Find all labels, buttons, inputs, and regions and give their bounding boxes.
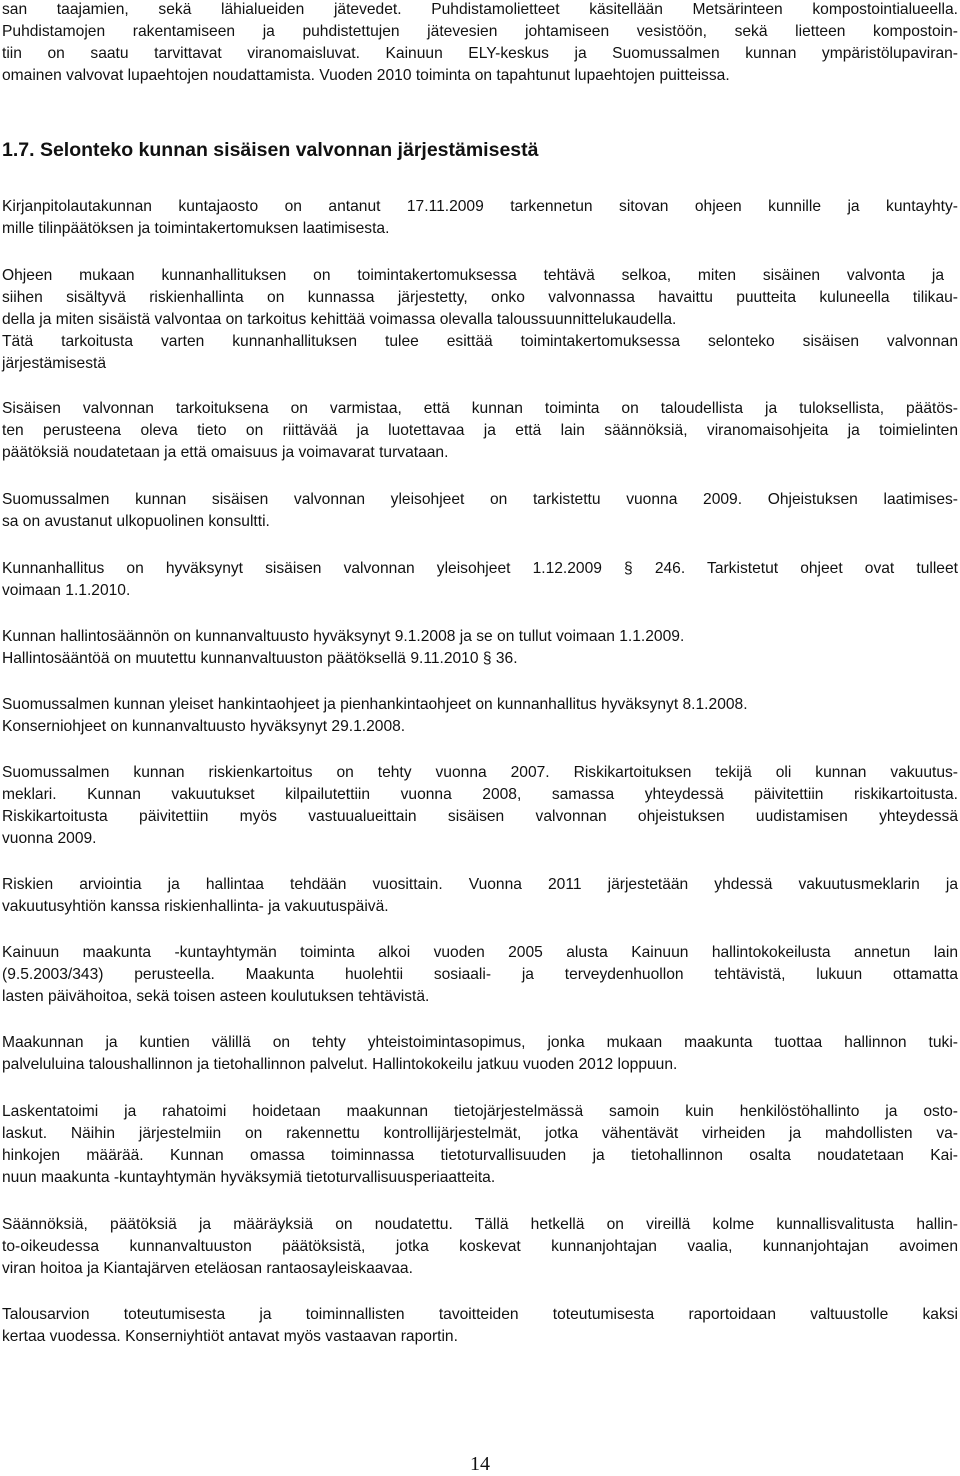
body-text-line: siihen sisältyvä riskienhallinta on kunnassa järjestetty, onko valvonnassa havaittu puutteita kuluneella tilikau- <box>2 289 958 306</box>
body-text-line: Talousarvion toteutumisesta ja toiminnallisten tavoitteiden toteutumisesta raportoidaan valtuustolle kaksi <box>2 1306 958 1323</box>
body-text-line: (9.5.2003/343) perusteella. Maakunta huolehtii sosiaali- ja terveydenhuollon tehtävistä, lukuun ottamatta <box>2 966 958 983</box>
body-text-line: hinkojen määrää. Kunnan omassa toiminnassa tietoturvallisuuden ja tietohallinnon osalta noudatetaan Kai- <box>2 1147 958 1164</box>
body-text-line: kertaa vuodessa. Konserniyhtiöt antavat myös vastaavan raportin. <box>2 1328 458 1345</box>
page-number: 14 <box>470 1453 490 1475</box>
section-heading: 1.7. Selonteko kunnan sisäisen valvonnan järjestämisestä <box>2 139 539 161</box>
body-text-line: Suomussalmen kunnan sisäisen valvonnan yleisohjeet on tarkistettu vuonna 2009. Ohjeistuksen laatimises- <box>2 491 958 508</box>
body-text-line: della ja miten sisäistä valvontaa on tarkoitus kehittää voimassa olevalla taloussuunnittelukaudella. <box>2 311 677 328</box>
body-text-line: Laskentatoimi ja rahatoimi hoidetaan maakunnan tietojärjestelmässä samoin kuin henkilöstöhallinto ja osto- <box>2 1103 958 1120</box>
body-text-line: to-oikeudessa kunnanvaltuuston päätöksistä, jotka koskevat kunnanjohtajan vaalia, kunnanjohtajan avoimen <box>2 1238 958 1255</box>
body-text-line: ten perusteena oleva tieto on riittävää ja luotettavaa ja että lain säännöksiä, viranomaisohjeita ja toimielinten <box>2 422 958 439</box>
body-text-line: voimaan 1.1.2010. <box>2 582 131 599</box>
body-text-line: vuonna 2009. <box>2 830 97 847</box>
body-text-line: Maakunnan ja kuntien välillä on tehty yhteistoimintasopimus, jonka mukaan maakunta tuottaa hallinnon tuki- <box>2 1034 958 1051</box>
body-text-line: Puhdistamojen rakentamiseen ja puhdistettujen jätevesien johtamiseen vesistöön, sekä lietteen kompostoin- <box>2 23 958 40</box>
body-text-line: Kunnan hallintosäännön on kunnanvaltuusto hyväksynyt 9.1.2008 ja se on tullut voimaan 1.1.2009. <box>2 628 685 645</box>
body-text-line: Riskikartoitusta päivitettiin myös vastuualueittain sisäisen valvonnan ohjeistuksen uudistamisen yhteydessä <box>2 808 958 825</box>
body-text-line: tiin on saatu tarvittavat viranomaisluvat. Kainuun ELY-keskus ja Suomussalmen kunnan ympäristölupaviran- <box>2 45 958 62</box>
body-text-line: päätöksiä noudatetaan ja että omaisuus ja voimavarat turvataan. <box>2 444 449 461</box>
body-text-line: Konserniohjeet on kunnanvaltuusto hyväksynyt 29.1.2008. <box>2 718 406 735</box>
body-text-line: Suomussalmen kunnan riskienkartoitus on tehty vuonna 2007. Riskikartoituksen tekijä oli kunnan vakuutus- <box>2 764 958 781</box>
body-text-line: Sisäisen valvonnan tarkoituksena on varmistaa, että kunnan toiminta on taloudellista ja tuloksellista, päätös- <box>2 400 958 417</box>
body-text-line: lasten päivähoitoa, sekä toisen asteen koulutuksen tehtävistä. <box>2 988 430 1005</box>
body-text-line: Riskien arviointia ja hallintaa tehdään vuosittain. Vuonna 2011 järjestetään yhdessä vakuutusmeklarin ja <box>2 876 958 893</box>
body-text-line: Säännöksiä, päätöksiä ja määräyksiä on noudatettu. Tällä hetkellä on vireillä kolme kunnallisvalitusta hallin- <box>2 1216 958 1233</box>
body-text-line: Hallintosääntöä on muutettu kunnanvaltuuston päätöksellä 9.11.2010 § 36. <box>2 650 518 667</box>
body-text-line: mille tilinpäätöksen ja toimintakertomuksen laatimisesta. <box>2 220 390 237</box>
body-text-line: järjestämisestä <box>2 355 106 372</box>
body-text-line: Tätä tarkoitusta varten kunnanhallituksen tulee esittää toimintakertomuksessa selonteko sisäisen valvonnan <box>2 333 958 350</box>
body-text-line: palveluluina taloushallinnon ja tietohallinnon palvelut. Hallintokokeilu jatkuu vuoden 2012 loppuun. <box>2 1056 678 1073</box>
body-text-line: meklari. Kunnan vakuutukset kilpailutettiin vuonna 2008, samassa yhteydessä päivitettiin riskikartoitusta. <box>2 786 958 803</box>
body-text-line: viran hoitoa ja Kiantajärven eteläosan rantaosayleiskaavaa. <box>2 1260 413 1277</box>
body-text-line: Kunnanhallitus on hyväksynyt sisäisen valvonnan yleisohjeet 1.12.2009 § 246. Tarkistetut ohjeet ovat tulleet <box>2 560 958 577</box>
body-text-line: sa on avustanut ulkopuolinen konsultti. <box>2 513 270 530</box>
body-text-line: laskut. Näihin järjestelmiin on rakennettu kontrollijärjestelmät, jotka vähentävät virheiden ja mahdollisten va- <box>2 1125 958 1142</box>
body-text-line: Ohjeen mukaan kunnanhallituksen on toimintakertomuksessa tehtävä selkoa, miten sisäinen valvonta ja <box>2 267 944 284</box>
body-text-line: san taajamien, sekä lähialueiden jätevedet. Puhdistamolietteet käsitellään Metsärinteen kompostointialueella. <box>2 1 958 18</box>
body-text-line: nuun maakunta -kuntayhtymän hyväksymiä tietoturvallisuusperiaatteita. <box>2 1169 496 1186</box>
body-text-line: vakuutusyhtiön kanssa riskienhallinta- ja vakuutuspäivä. <box>2 898 389 915</box>
body-text-line: Suomussalmen kunnan yleiset hankintaohjeet ja pienhankintaohjeet on kunnanhallitus hyväksynyt 8.1.2008. <box>2 696 748 713</box>
body-text-line: omainen valvovat lupaehtojen noudattamista. Vuoden 2010 toiminta on tapahtunut lupaehtojen puitteissa. <box>2 67 730 84</box>
body-text-line: Kainuun maakunta -kuntayhtymän toiminta alkoi vuoden 2005 alusta Kainuun hallintokokeilusta annetun lain <box>2 944 958 961</box>
body-text-line: Kirjanpitolautakunnan kuntajaosto on antanut 17.11.2009 tarkennetun sitovan ohjeen kunnille ja kuntayhty- <box>2 198 958 215</box>
